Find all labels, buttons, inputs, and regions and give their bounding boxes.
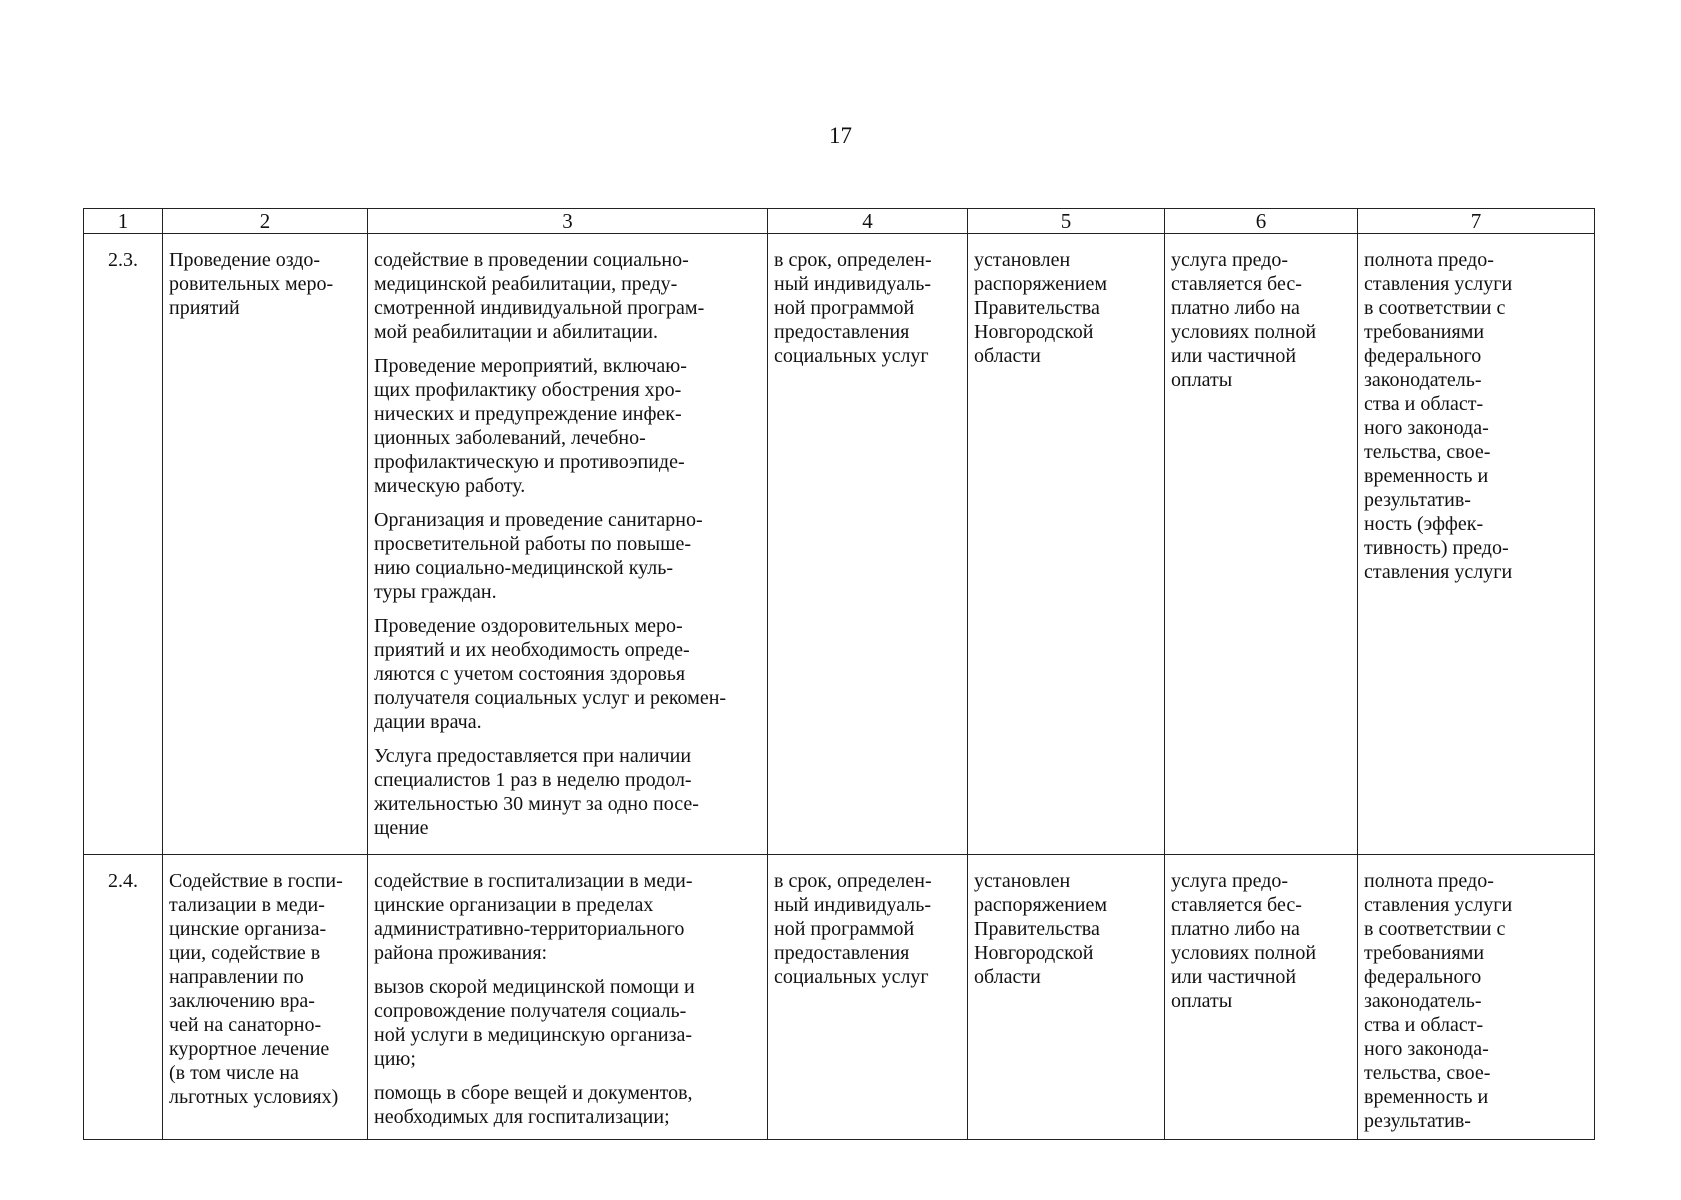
description-paragraph: Услуга предоставляется при наличии специалистов 1 раз в неделю продол- жительностью 30 минут за одно посе- щение [374,745,699,839]
description-paragraph: Проведение мероприятий, включаю- щих профилактику обострения хро- нических и предупреждение инфек- ционных заболеваний, лечебно- профилактическую и противоэпиде- мическую работу. [374,355,687,497]
description-paragraph: Проведение оздоровительных меро- приятий и их необходимость опреде- ляются с учетом состояния здоровья получателя социальных услуг и рекомен- дации врача. [374,615,727,733]
column-header-7: 7 [1358,209,1595,234]
table-row [84,855,1595,1140]
description-paragraph: содействие в проведении социально- медицинской реабилитации, преду- смотренной индивидуальной програм- мой реабилитации и абилитации. [374,249,705,343]
service-name-cell [163,234,368,855]
description-paragraph: помощь в сборе вещей и документов, необходимых для госпитализации; [374,1082,693,1128]
column-header-4: 4 [768,209,968,234]
quality-cell [1358,234,1595,855]
payment-cell [1165,234,1358,855]
column-header-3: 3 [368,209,768,234]
payment-cell [1165,855,1358,1140]
page-number: 17 [829,123,852,148]
norm-cell [968,234,1165,855]
service-name: Проведение оздо- ровительных меро- приятий [169,249,334,319]
term-cell [768,234,968,855]
table-row [84,234,1595,855]
service-name: Содействие в госпи- тализации в меди- цинские организа- ции, содействие в направлении по заключению вра- чей на санаторно- курортное лечение (в том числе на льготных условиях) [169,870,343,1108]
description-paragraph: вызов скорой медицинской помощи и сопровождение получателя социаль- ной услуги в медицинскую организа- цию; [374,976,695,1070]
quality-text: полнота предо- ставления услуги в соответствии с требованиями федерального законодатель- ства и област- ного законода- тельства, свое- временность и результатив- ность (эффек- тивность) предо- ставления услуги [1364,249,1513,583]
column-header-6: 6 [1165,209,1358,234]
term-text: в срок, определен- ный индивидуаль- ной программой предоставления социальных услуг [774,870,932,988]
column-header-5: 5 [968,209,1165,234]
table-header-row [84,209,1595,234]
row-number: 2.3. [84,234,163,855]
norm-text: установлен распоряжением Правительства Новгородской области [974,249,1108,367]
payment-text: услуга предо- ставляется бес- платно либо на условиях полной или частичной оплаты [1171,249,1317,391]
row-number: 2.4. [84,855,163,1140]
quality-text: полнота предо- ставления услуги в соответствии с требованиями федерального законодатель- ства и област- ного законода- тельства, свое- временность и результатив- [1364,870,1513,1132]
norm-text: установлен распоряжением Правительства Новгородской области [974,870,1108,988]
payment-text: услуга предо- ставляется бес- платно либо на условиях полной или частичной оплаты [1171,870,1317,1012]
term-cell [768,855,968,1140]
service-name-cell [163,855,368,1140]
services-table [83,208,1595,1140]
term-text: в срок, определен- ный индивидуаль- ной программой предоставления социальных услуг [774,249,932,367]
column-header-2: 2 [163,209,368,234]
description-paragraph: содействие в госпитализации в меди- цинские организации в пределах административно-территориального района проживания: [374,870,693,964]
quality-cell [1358,855,1595,1140]
description-paragraph: Организация и проведение санитарно- просветительной работы по повыше- нию социально-медицинской куль- туры граждан. [374,509,703,603]
column-header-1: 1 [84,209,163,234]
service-description-cell [368,855,768,1140]
service-description-cell [368,234,768,855]
norm-cell [968,855,1165,1140]
